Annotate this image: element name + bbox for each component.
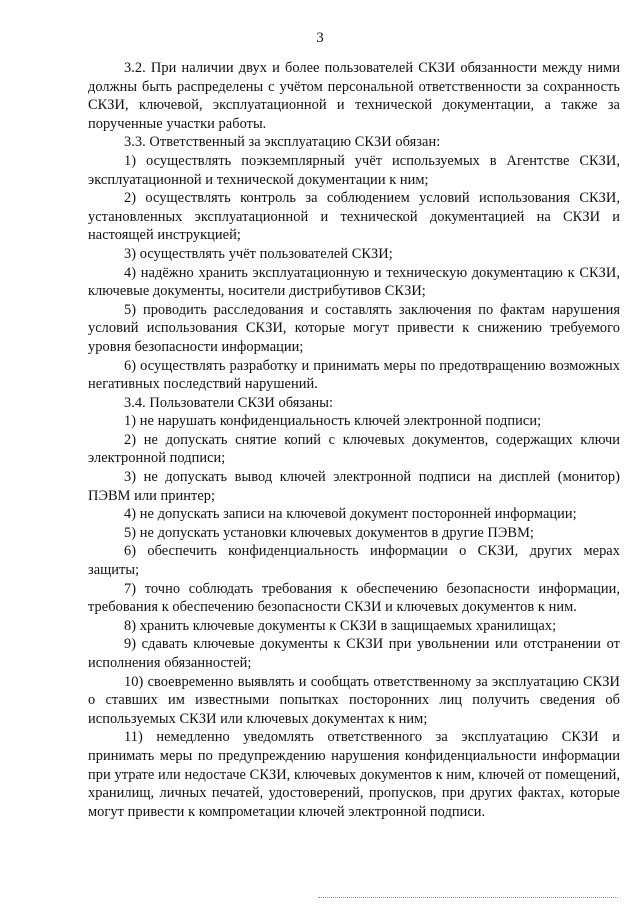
list-item-3-4-9: 9) сдавать ключевые документы к СКЗИ при увольнении или отстранении от исполнения обязанностей; [88,636,620,671]
document-body [88,59,620,821]
list-item-3-4-8: 8) хранить ключевые документы к СКЗИ в защищаемых хранилищах; [124,617,557,634]
list-item-3-3-5: 5) проводить расследования и составлять заключения по фактам нарушения условий использования СКЗИ, которые могут привести к снижению требуемого уровня безопасности информации; [88,301,620,355]
list-item-3-4-10: 10) своевременно выявлять и сообщать ответственному за эксплуатацию СКЗИ о ставших им известными попытках посторонних лиц получить сведения об используемых СКЗИ или ключевых документах к ним; [88,673,620,727]
footer-dotted-line [318,893,618,898]
list-item-3-4-1: 1) не нарушать конфиденциальность ключей электронной подписи; [124,413,542,430]
list-item-3-4-5: 5) не допускать установки ключевых документов в другие ПЭВМ; [124,524,534,541]
paragraph-3-3-heading: 3.3. Ответственный за эксплуатацию СКЗИ обязан: [124,134,441,151]
list-item-3-3-3: 3) осуществлять учёт пользователей СКЗИ; [124,245,393,262]
list-item-3-3-2: 2) осуществлять контроль за соблюдением условий использования СКЗИ, установленных эксплуатационной и технической документацией на СКЗИ и настоящей инструкцией; [88,190,620,244]
list-item-3-4-2: 2) не допускать снятие копий с ключевых документов, содержащих ключи электронной подписи; [88,431,620,467]
list-item-3-3-1: 1) осуществлять поэкземплярный учёт используемых в Агентстве СКЗИ, эксплуатационной и технической документации к ним; [88,152,620,188]
list-item-3-4-7: 7) точно соблюдать требования к обеспечению безопасности информации, требования к обеспечению безопасности СКЗИ и ключевых документов к ним. [88,580,620,616]
page-number: 3 [316,30,324,46]
list-item-3-4-4: 4) не допускать записи на ключевой документ посторонней информации; [124,506,577,523]
list-item-3-3-6: 6) осуществлять разработку и принимать меры по предотвращению возможных негативных последствий нарушений. [88,357,620,393]
paragraph-3-4-heading: 3.4. Пользователи СКЗИ обязаны: [124,394,334,411]
list-item-3-4-3: 3) не допускать вывод ключей электронной подписи на дисплей (монитор) ПЭВМ или принтер; [88,469,620,504]
paragraph-3-2: 3.2. При наличии двух и более пользователей СКЗИ обязанности между ними должны быть распределены с учётом персональной ответственности за сохранность СКЗИ, ключевой, эксплуатационной и технической документации, а также за порученные участки работы. [88,60,620,132]
list-item-3-3-4: 4) надёжно хранить эксплуатационную и техническую документацию к СКЗИ, ключевые документы, носители дистрибутивов СКЗИ; [88,264,620,300]
list-item-3-4-6: 6) обеспечить конфиденциальность информации о СКЗИ, других мерах защиты; [88,543,620,579]
list-item-3-4-11: 11) немедленно уведомлять ответственного за эксплуатацию СКЗИ и принимать меры по предупреждению нарушения конфиденциальности информации при утрате или недостаче СКЗИ, ключевых документов к ним, ключей от помещений, хранилищ, личных печатей, удостоверений, пропусков, при других фактах, которые могут привести к компрометации ключей электронной подписи. [88,729,620,820]
